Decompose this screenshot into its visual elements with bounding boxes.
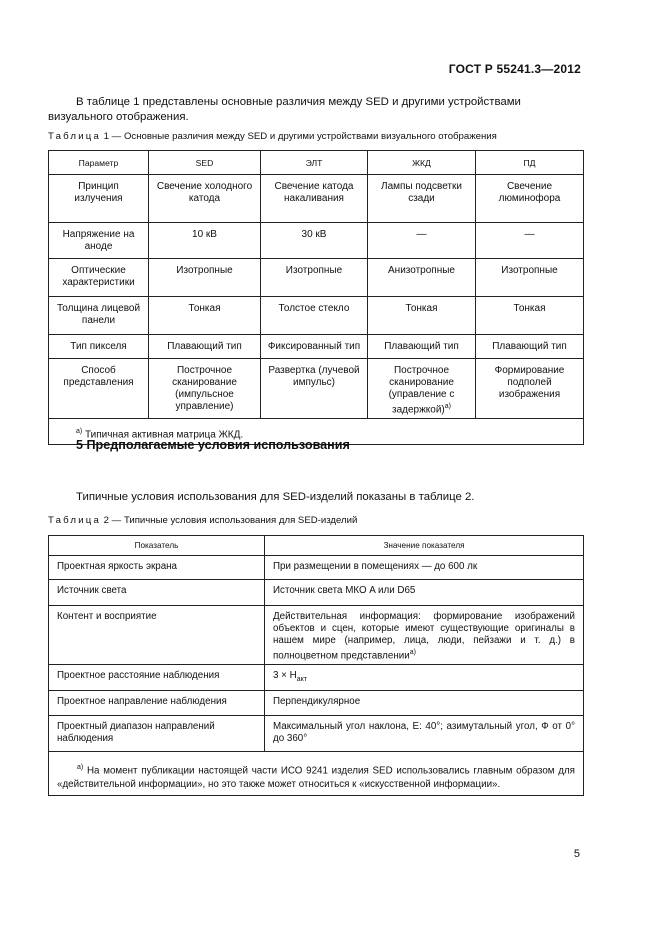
table-cell: —	[368, 223, 476, 259]
table2-caption-text: 2 — Типичные условия использования для SED-изделий	[101, 515, 358, 526]
intro-paragraph: В таблице 1 представлены основные различия между SED и другими устройствами визуального отображения.	[48, 96, 521, 123]
footnote-text: На момент публикации настоящей части ИСО 9241 изделия SED использовались главным образом для «действительной информации», но это также может относиться к «искусственной информации».	[57, 765, 575, 791]
table-row	[49, 556, 584, 580]
column-header: SED	[149, 151, 261, 175]
section-heading: 5 Предполагаемые условия использования	[76, 438, 350, 452]
table1-caption-label: Таблица	[48, 131, 102, 142]
table-cell: Анизотропные	[368, 259, 476, 297]
table2-caption	[48, 515, 357, 526]
table-cell: Тонкая	[149, 297, 261, 335]
section-intro: Типичные условия использования для SED-изделий показаны в таблице 2.	[76, 491, 475, 503]
table-row	[49, 665, 584, 691]
table-cell: Формирование подполей изображения	[476, 359, 584, 419]
footnote-mark: а)	[76, 428, 83, 435]
table-cell: Источник света МКО A или D65	[265, 580, 584, 606]
table-cell	[265, 665, 584, 691]
table-row	[49, 223, 584, 259]
table-cell: При размещении в помещениях — до 600 лк	[265, 556, 584, 580]
row-label: Принцип излучения	[49, 175, 149, 223]
table1-caption-text: 1 — Основные различия между SED и другими устройствами визуального отображения	[101, 131, 497, 142]
table-cell: Перпендикулярное	[265, 691, 584, 716]
page-number: 5	[573, 848, 580, 860]
row-label: Проектная яркость экрана	[49, 556, 265, 580]
row-label: Контент и восприятие	[49, 606, 265, 665]
row-label: Толщина лицевой панели	[49, 297, 149, 335]
footnote-mark: а)	[77, 764, 84, 771]
table-cell: —	[476, 223, 584, 259]
table-cell: Развертка (лучевой импульс)	[261, 359, 368, 419]
column-header: Значение показателя	[265, 536, 584, 556]
column-header: ПД	[476, 151, 584, 175]
table-cell: 10 кВ	[149, 223, 261, 259]
table-cell: Плавающий тип	[476, 335, 584, 359]
row-label: Напряжение на аноде	[49, 223, 149, 259]
column-header: ЭЛТ	[261, 151, 368, 175]
table-cell: Плавающий тип	[368, 335, 476, 359]
table-cell	[265, 606, 584, 665]
row-label: Оптические характеристики	[49, 259, 149, 297]
table-cell: Изотропные	[476, 259, 584, 297]
column-header: ЖКД	[368, 151, 476, 175]
table-cell: 30 кВ	[261, 223, 368, 259]
table-cell: Тонкая	[368, 297, 476, 335]
subscript: акт	[296, 675, 307, 683]
row-label: Тип пикселя	[49, 335, 149, 359]
table-cell: Построчное сканирование (импульсное управление)	[149, 359, 261, 419]
table-row	[49, 691, 584, 716]
table2-footnote	[49, 752, 584, 796]
table-row	[49, 359, 584, 419]
cell-text: Действительная информация: формирование изображений объектов и сцен, которые имеют существующие оригиналы в нашем мире (например, лица, люди, пейзажи и т. д.) в полноцветном представлении	[273, 611, 575, 662]
table1-caption	[48, 131, 497, 142]
table-cell	[368, 359, 476, 419]
column-header: Показатель	[49, 536, 265, 556]
row-label: Проектное расстояние наблюдения	[49, 665, 265, 691]
table-header-row	[49, 151, 584, 175]
differences-table	[48, 150, 584, 445]
table-row	[49, 175, 584, 223]
table-cell: Лампы подсветки сзади	[368, 175, 476, 223]
table-row	[49, 259, 584, 297]
table-cell: Фиксированный тип	[261, 335, 368, 359]
row-label: Проектный диапазон направлений наблюдения	[49, 716, 265, 752]
row-label: Источник света	[49, 580, 265, 606]
table-header-row	[49, 536, 584, 556]
table-row	[49, 580, 584, 606]
table-cell: Изотропные	[261, 259, 368, 297]
table-cell: Толстое стекло	[261, 297, 368, 335]
table-cell: Свечение холодного катода	[149, 175, 261, 223]
footnote-text: Типичная активная матрица ЖКД.	[82, 429, 244, 441]
table-cell: Тонкая	[476, 297, 584, 335]
table-row	[49, 335, 584, 359]
table2-caption-label: Таблица	[48, 515, 102, 526]
table-cell: Плавающий тип	[149, 335, 261, 359]
table-row	[49, 716, 584, 752]
table-row	[49, 606, 584, 665]
row-label: Способ представления	[49, 359, 149, 419]
table-cell: Свечение катода накаливания	[261, 175, 368, 223]
row-label: Проектное направление наблюдения	[49, 691, 265, 716]
table-cell: Изотропные	[149, 259, 261, 297]
cell-text: 3 × H	[273, 670, 297, 681]
table-cell: Свечение люминофора	[476, 175, 584, 223]
usage-conditions-table	[48, 535, 584, 796]
standard-header: ГОСТ Р 55241.3—2012	[448, 62, 581, 76]
table-cell: Максимальный угол наклона, Е: 40°; азимутальный угол, Ф от 0° до 360°	[265, 716, 584, 752]
footnote-ref: а)	[444, 403, 451, 410]
footnote-row	[49, 752, 584, 796]
table-row	[49, 297, 584, 335]
footnote-ref: а)	[409, 649, 416, 656]
column-header: Параметр	[49, 151, 149, 175]
cell-text: Построчное сканирование (управление с задержкой)	[388, 365, 455, 416]
